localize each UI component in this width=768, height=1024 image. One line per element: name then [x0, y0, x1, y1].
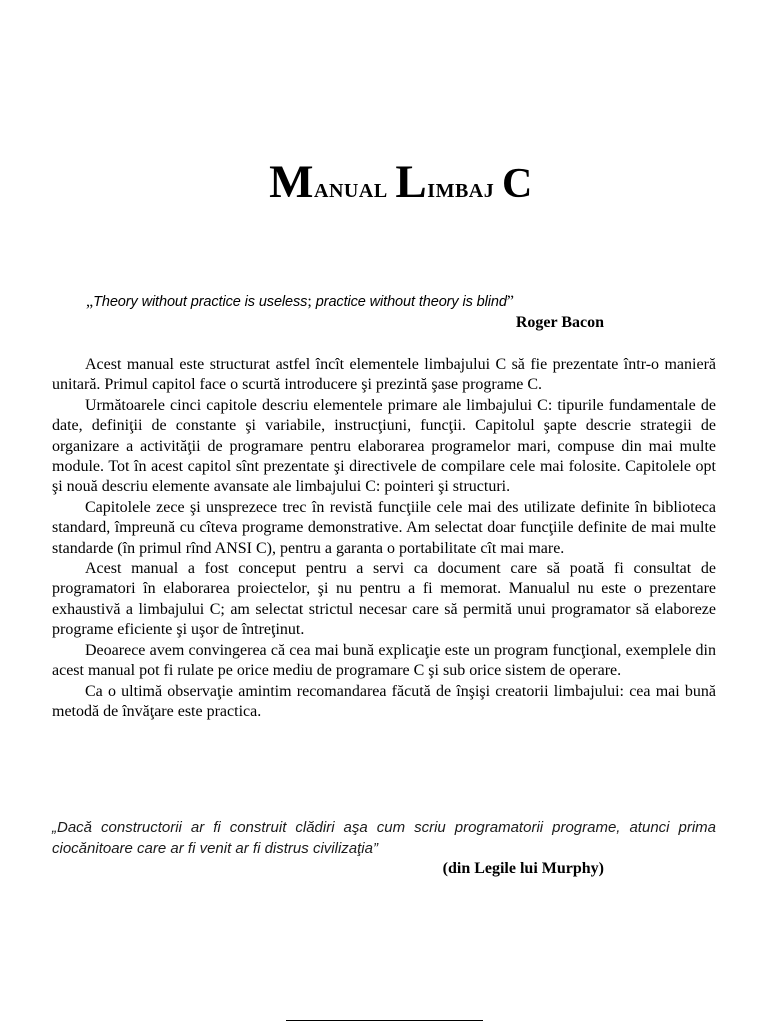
title-initial-m: M	[269, 156, 315, 208]
title-word-limbaj-rest: imbaj	[427, 172, 495, 204]
title-letter-c: C	[501, 161, 533, 207]
body-text	[52, 355, 716, 722]
body-paragraph: Următoarele cinci capitole descriu elementele primare ale limbajului C: tipurile fundamentale de date, definiţii de constante şi variabile, instrucţiuni, funcţii. Capitolul şapte descrie strategii de organizare a activităţii de programare pentru elaborarea programelor mari, compuse din mai multe module. Tot în acest capitol sînt prezentate şi directivele de compilare cele mai folosite. Capitolele opt şi nouă descriu elemente avansate ale limbajului C: pointeri şi structuri.	[52, 396, 716, 496]
title-word-manual-rest: anual	[314, 172, 388, 204]
epigraph-close-quote: ”	[506, 293, 514, 310]
body-paragraph: Acest manual a fost conceput pentru a servi ca document care să poată fi consultat de programatori în elaborarea proiectelor, şi nu pentru a fi memorat. Manualul nu este o prezentare exhaustivă a limbajului C; am selectat strictul necesar care să permită unui programator să elaboreze programe eficiente şi uşor de întreţinut.	[52, 560, 716, 639]
epigraph-attribution-murphy: (din Legile lui Murphy)	[442, 860, 604, 877]
body-paragraph: Deoarece avem convingerea că cea mai bună explicaţie este un program funcţional, exemplele din acest manual pot fi rulate pe orice mediu de programare C şi sub orice sistem de operare.	[52, 641, 716, 680]
body-paragraph: Ca o ultimă observaţie amintim recomandarea făcută de înşişi creatorii limbajului: cea mai bună metodă de învăţare este practica.	[52, 682, 716, 720]
epigraph-murphy: „Dacă constructorii ar fi construit clădiri aşa cum scriu programatorii programe, atunci prima ciocănitoare care ar fi venit ar fi distrus civilizaţia”	[52, 819, 716, 857]
body-paragraph: Acest manual este structurat astfel încît elementele limbajului C să fie prezentate într-o manieră unitară. Primul capitol face o scurtă introducere şi prezintă şase programe C.	[52, 356, 716, 394]
epigraph-bacon	[86, 291, 616, 313]
epigraph-quote-part2: practice without theory is blind	[315, 294, 507, 310]
epigraph-attribution-bacon: Roger Bacon	[515, 314, 604, 331]
epigraph-open-quote: „	[86, 293, 94, 310]
body-paragraph: Capitolele zece şi unsprezece trec în revistă funcţiile cele mai des utilizate definite în biblioteca standard, împreună cu cîteva programe demonstrative. Am selectat doar funcţiile definite de mai multe standarde (în primul rînd ANSI C), pentru a garanta o portabilitate cît mai mare.	[52, 498, 716, 557]
page-title	[0, 152, 768, 218]
epigraph-separator: ;	[307, 293, 316, 310]
footnote-divider	[286, 1020, 483, 1021]
epigraph-quote-part1: Theory without practice is useless	[93, 294, 308, 310]
title-initial-l: L	[395, 156, 428, 208]
